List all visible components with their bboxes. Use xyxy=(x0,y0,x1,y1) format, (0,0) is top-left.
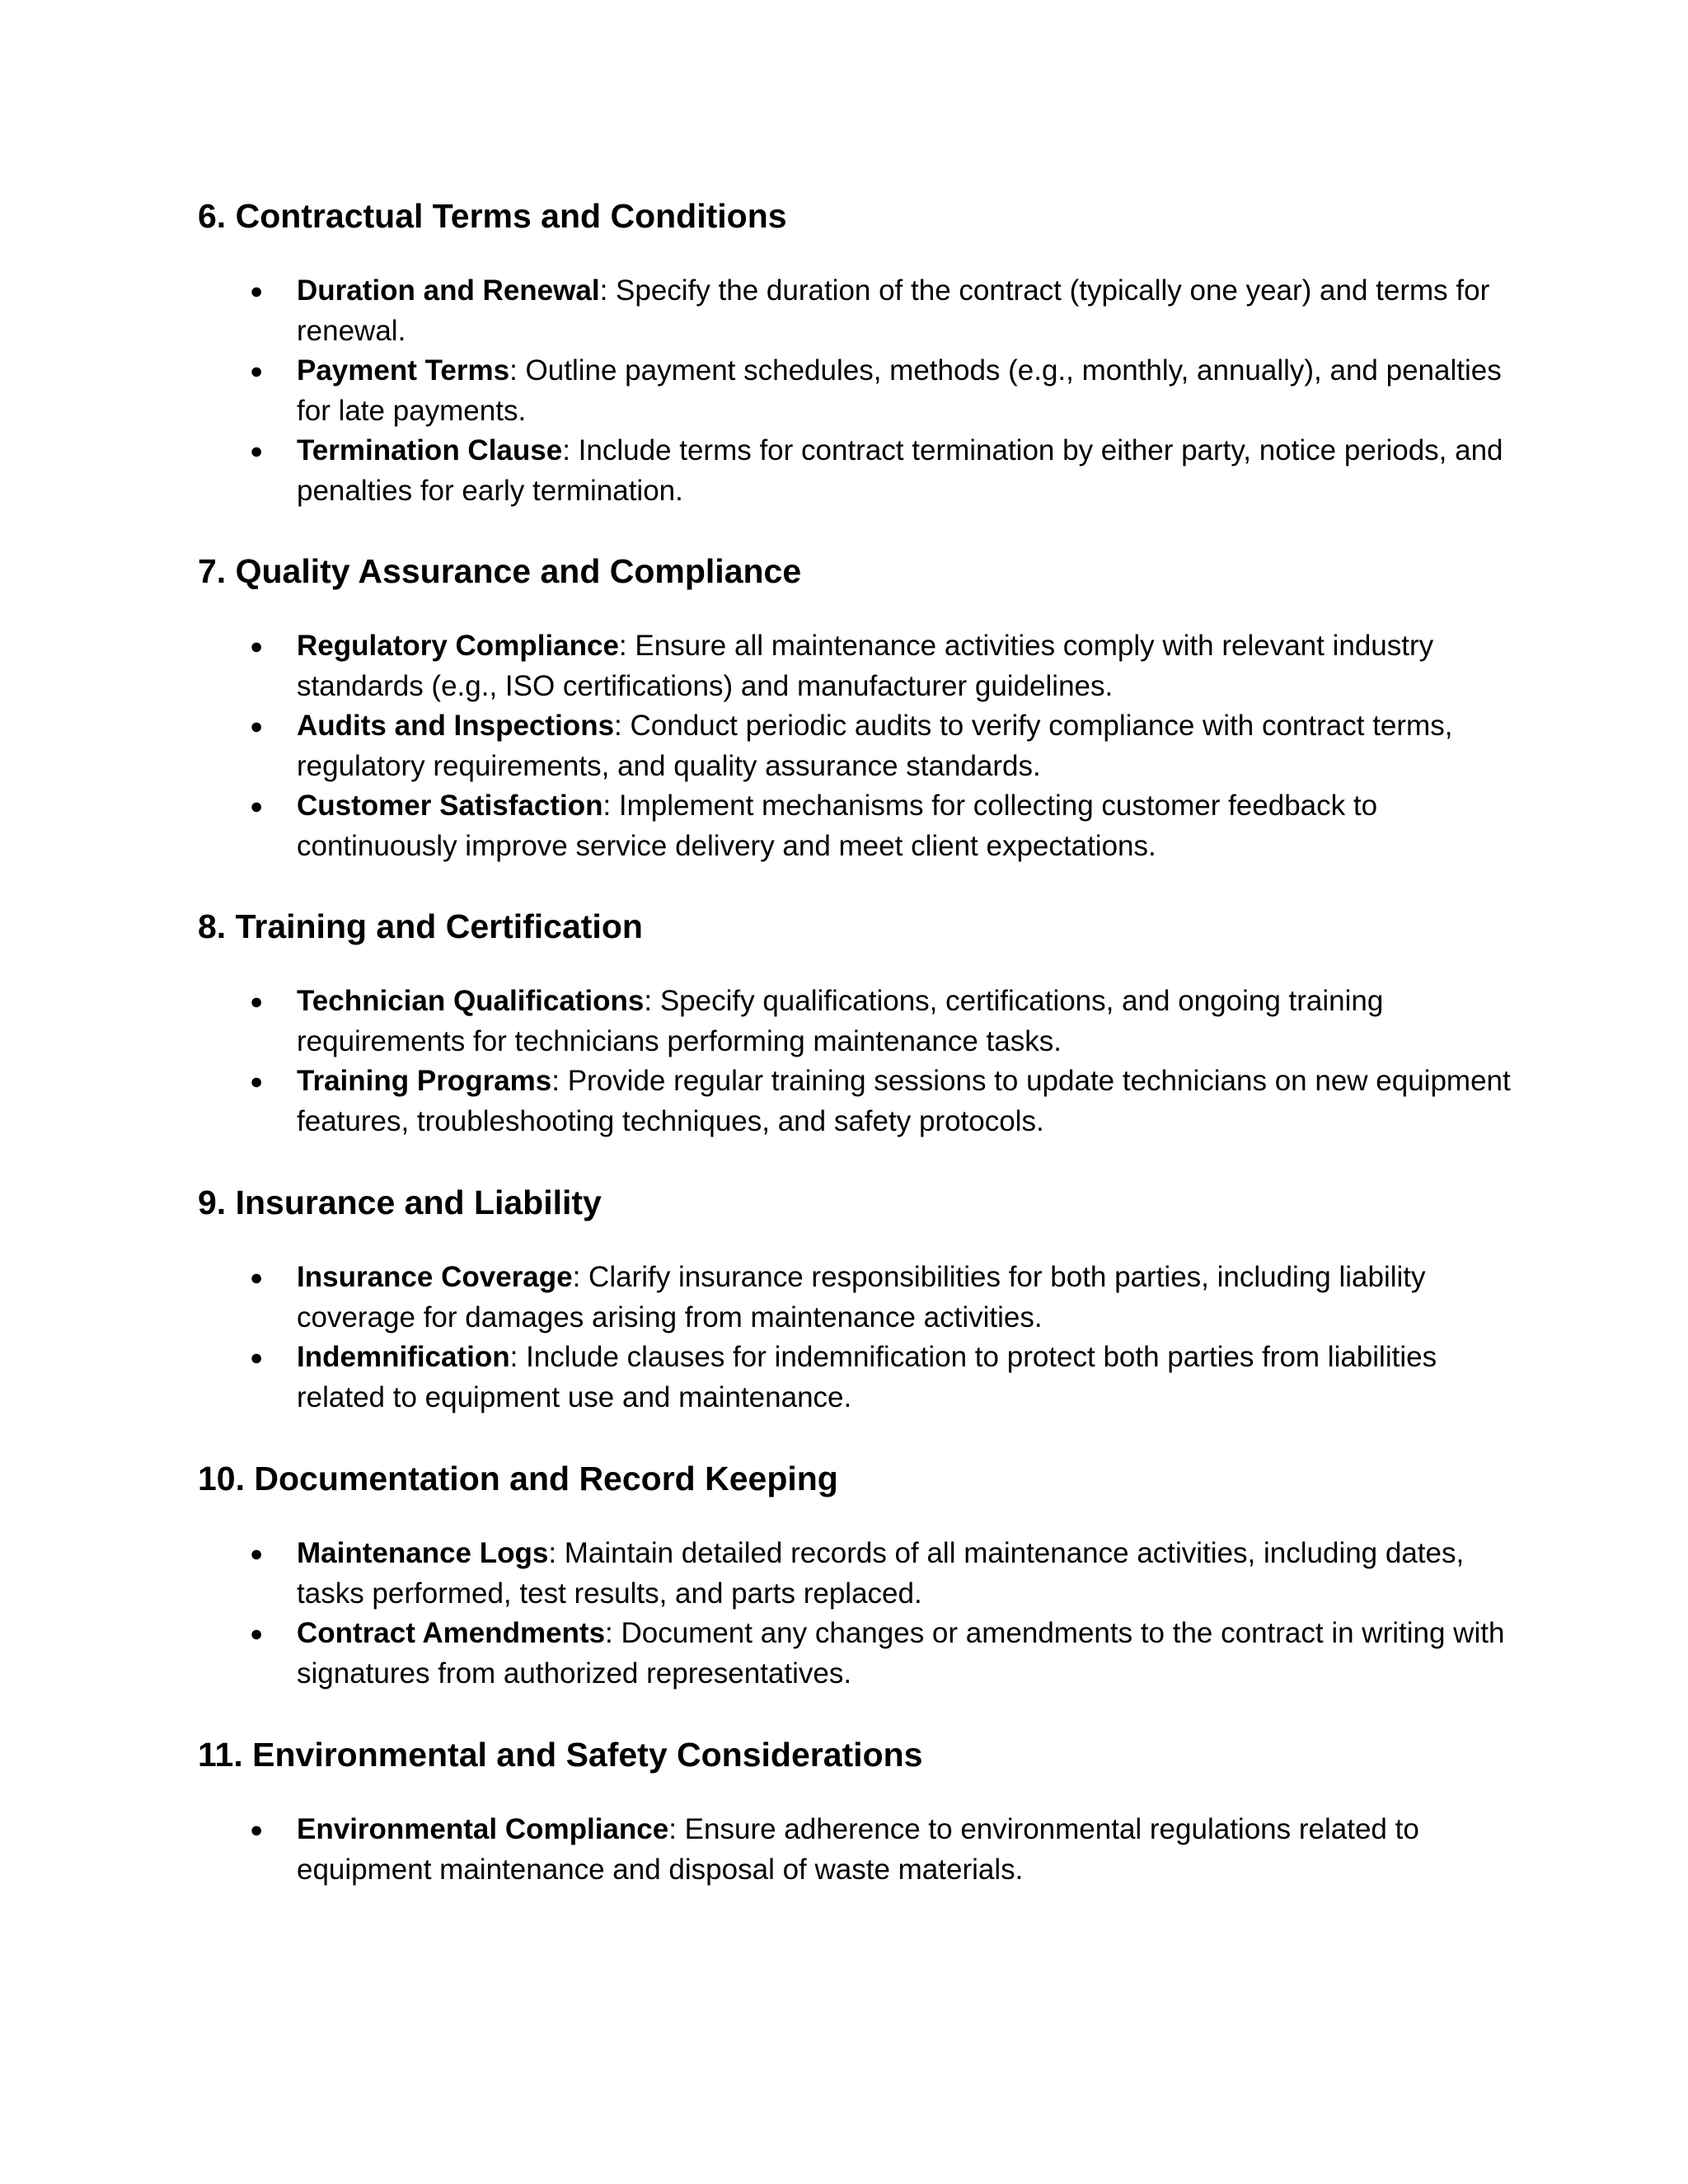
section-heading: 6. Contractual Terms and Conditions xyxy=(198,197,787,235)
list-item xyxy=(198,431,1517,511)
section-training-certification xyxy=(198,904,1517,1141)
bullet-icon: ● xyxy=(250,438,264,463)
section-heading: 11. Environmental and Safety Considerations xyxy=(198,1736,923,1774)
item-term: Maintenance Logs xyxy=(297,1537,549,1569)
item-term: Termination Clause xyxy=(297,434,563,466)
item-text: : Clarify insurance responsibilities for both parties, including liability coverage for damages arising from maintenance activities. xyxy=(297,1261,1426,1333)
list-item xyxy=(198,706,1517,786)
bullet-icon: ● xyxy=(250,989,264,1014)
item-term: Technician Qualifications xyxy=(297,985,645,1017)
list-item xyxy=(198,1614,1517,1694)
list-item xyxy=(198,786,1517,866)
item-text: : Document any changes or amendments to the contract in writing with signatures from authorized representatives. xyxy=(297,1617,1505,1690)
item-term: Payment Terms xyxy=(297,354,510,387)
section-heading: 9. Insurance and Liability xyxy=(198,1183,602,1221)
list-item xyxy=(198,271,1517,351)
bullet-icon: ● xyxy=(250,794,264,818)
bullet-icon: ● xyxy=(250,634,264,658)
bullet-icon: ● xyxy=(250,1541,264,1566)
item-text: : Maintain detailed records of all maintenance activities, including dates, tasks performed, test results, and parts replaced. xyxy=(297,1537,1465,1610)
bullet-list xyxy=(198,1810,1517,1890)
section-contractual-terms xyxy=(198,194,1517,511)
section-heading: 7. Quality Assurance and Compliance xyxy=(198,552,802,590)
section-quality-assurance xyxy=(198,549,1517,866)
item-term: Training Programs xyxy=(297,1065,552,1097)
list-item xyxy=(198,1534,1517,1614)
section-insurance-liability xyxy=(198,1180,1517,1418)
item-term: Insurance Coverage xyxy=(297,1261,573,1293)
item-term: Duration and Renewal xyxy=(297,274,600,307)
item-term: Indemnification xyxy=(297,1341,510,1373)
bullet-list xyxy=(198,1258,1517,1418)
item-text: : Ensure adherence to environmental regulations related to equipment maintenance and disposal of waste materials. xyxy=(297,1813,1419,1886)
bullet-icon: ● xyxy=(250,359,264,383)
bullet-list xyxy=(198,1534,1517,1694)
list-item xyxy=(198,1258,1517,1338)
item-text: : Conduct periodic audits to verify compliance with contract terms, regulatory requirements, and quality assurance standards. xyxy=(297,710,1453,782)
bullet-list xyxy=(198,271,1517,511)
item-text: : Specify the duration of the contract (typically one year) and terms for renewal. xyxy=(297,274,1490,347)
item-text: : Include clauses for indemnification to protect both parties from liabilities related to equipment use and maintenance. xyxy=(297,1341,1437,1413)
bullet-icon: ● xyxy=(250,1265,264,1290)
list-item xyxy=(198,1062,1517,1141)
item-text: : Implement mechanisms for collecting customer feedback to continuously improve service delivery and meet client expectations. xyxy=(297,790,1378,862)
list-item xyxy=(198,1810,1517,1890)
item-term: Audits and Inspections xyxy=(297,710,615,742)
list-item xyxy=(198,626,1517,706)
bullet-icon: ● xyxy=(250,1621,264,1646)
bullet-icon: ● xyxy=(250,714,264,738)
bullet-list xyxy=(198,626,1517,866)
bullet-icon: ● xyxy=(250,1345,264,1370)
item-term: Customer Satisfaction xyxy=(297,790,603,822)
section-documentation xyxy=(198,1456,1517,1694)
item-term: Regulatory Compliance xyxy=(297,630,619,662)
bullet-icon: ● xyxy=(250,1069,264,1094)
bullet-icon: ● xyxy=(250,1817,264,1842)
item-term: Contract Amendments xyxy=(297,1617,606,1649)
list-item xyxy=(198,1338,1517,1418)
list-item xyxy=(198,351,1517,431)
item-text: : Provide regular training sessions to update technicians on new equipment features, troubleshooting techniques, and safety protocols. xyxy=(297,1065,1511,1137)
section-heading: 8. Training and Certification xyxy=(198,907,643,945)
section-heading: 10. Documentation and Record Keeping xyxy=(198,1460,838,1497)
item-term: Environmental Compliance xyxy=(297,1813,669,1845)
section-environmental-safety xyxy=(198,1732,1517,1890)
item-text: : Outline payment schedules, methods (e.g., monthly, annually), and penalties for late payments. xyxy=(297,354,1502,427)
bullet-icon: ● xyxy=(250,279,264,303)
item-text: : Include terms for contract termination by either party, notice periods, and penalties for early termination. xyxy=(297,434,1503,507)
bullet-list xyxy=(198,982,1517,1141)
item-text: : Ensure all maintenance activities comply with relevant industry standards (e.g., ISO certifications) and manufacturer guidelines. xyxy=(297,630,1434,702)
item-text: : Specify qualifications, certifications, and ongoing training requirements for technicians performing maintenance tasks. xyxy=(297,985,1384,1057)
list-item xyxy=(198,982,1517,1062)
